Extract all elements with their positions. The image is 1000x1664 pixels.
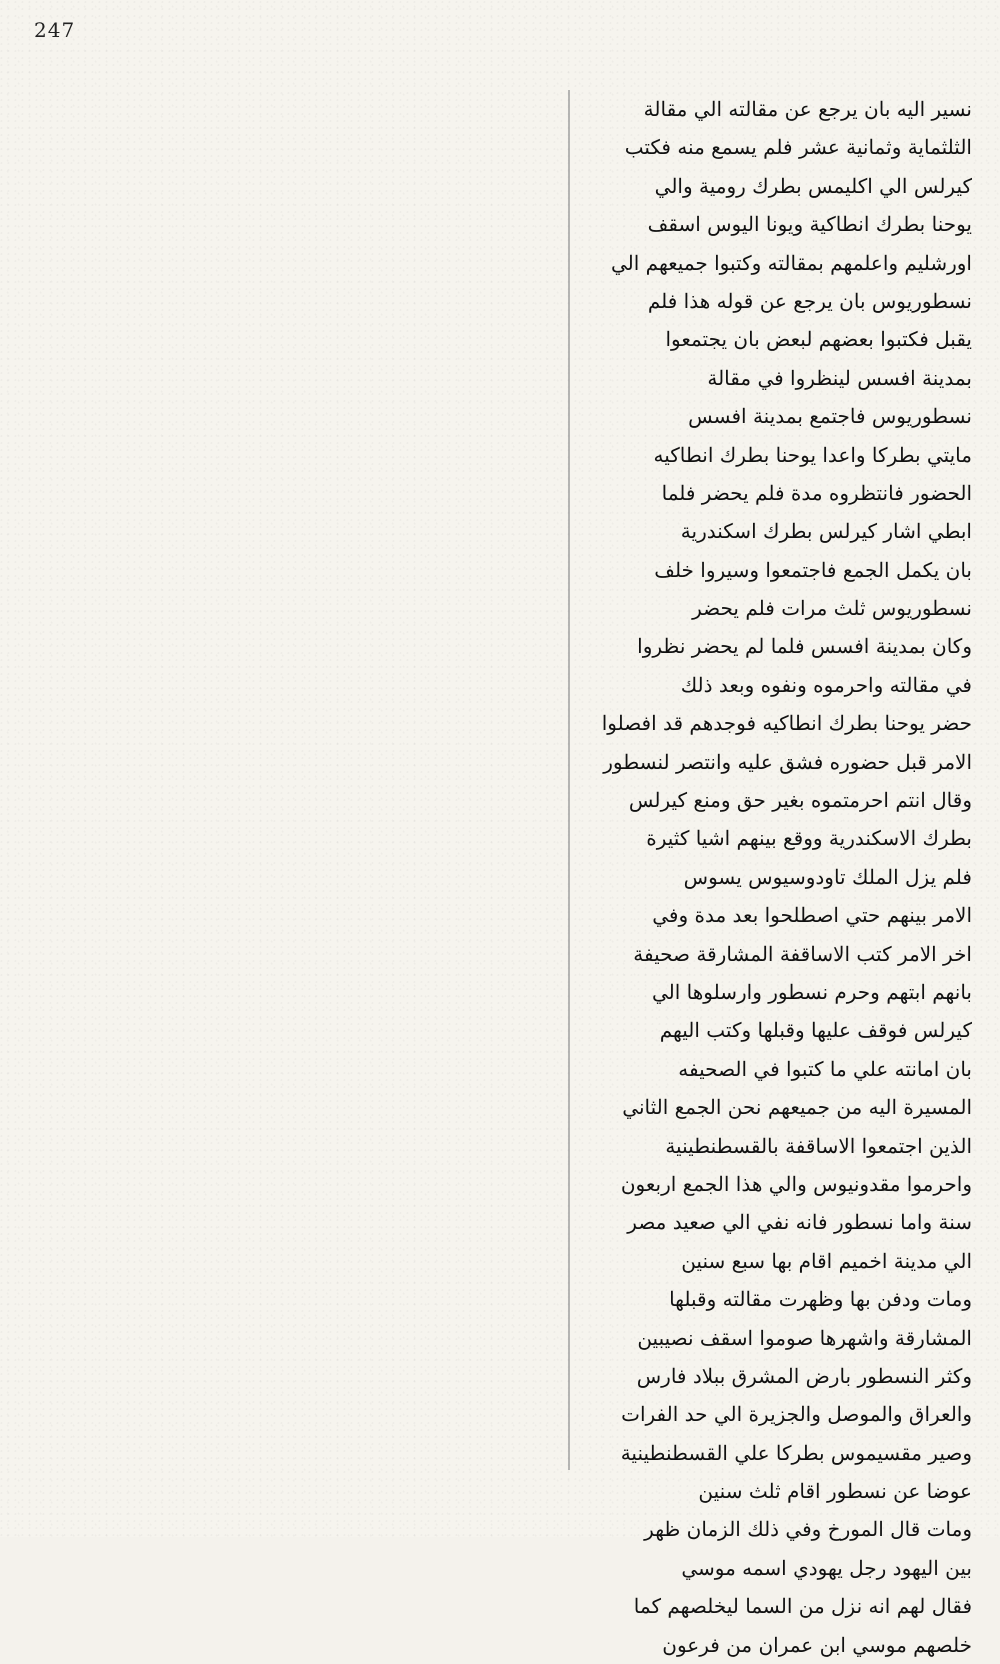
text-line: المسيرة اليه من جميعهم نحن الجمع الثاني	[622, 1095, 972, 1120]
text-line: واحرموا مقدونيوس والي هذا الجمع اربعون	[620, 1171, 972, 1196]
text-line: الامر بينهم حتي اصطلحوا بعد مدة وفي	[652, 903, 972, 928]
text-line: نسطوريوس فاجتمع بمدينة افسس	[688, 404, 972, 429]
text-line: الامر قبل حضوره فشق عليه وانتصر لنسطور	[603, 749, 972, 774]
text-line: نسطوريوس بان يرجع عن قوله هذا فلم	[647, 288, 972, 313]
text-line: فقال لهم انه نزل من السما ليخلصهم كما	[633, 1594, 972, 1619]
text-line: وصير مقسيموس بطركا علي القسطنطينية	[620, 1440, 972, 1465]
text-line: نسطوريوس ثلث مرات فلم يحضر	[692, 596, 972, 621]
text-line: وكان بمدينة افسس فلما لم يحضر نظروا	[637, 634, 972, 659]
text-line: الي مدينة اخميم اقام بها سبع سنين	[681, 1248, 972, 1273]
text-line: كيرلس فوقف عليها وقبلها وكتب اليهم	[659, 1018, 972, 1043]
text-line: الذين اجتمعوا الاساقفة بالقسطنطينية	[665, 1133, 972, 1158]
text-line: ومات ودفن بها وظهرت مقالته وقبلها	[669, 1287, 972, 1312]
text-line: حضر يوحنا بطرك انطاكيه فوجدهم قد افصلوا	[601, 711, 972, 736]
text-line: عوضا عن نسطور اقام ثلث سنين	[698, 1479, 972, 1504]
text-line: كيرلس الي اكليمس بطرك رومية والي	[654, 173, 972, 198]
text-line: سنة واما نسطور فانه نفي الي صعيد مصر	[627, 1210, 972, 1235]
text-line: ومات قال المورخ وفي ذلك الزمان ظهر	[644, 1517, 972, 1542]
text-line: اورشليم واعلمهم بمقالته وكتبوا جميعهم الي	[610, 250, 972, 275]
text-block	[572, 90, 972, 1664]
text-line: بانهم ابتهم وحرم نسطور وارسلوها الي	[651, 979, 972, 1004]
text-line: بان يكمل الجمع فاجتمعوا وسيروا خلف	[654, 557, 972, 582]
text-line: وكثر النسطور بارض المشرق ببلاد فارس	[636, 1363, 972, 1388]
text-line: فلم يزل الملك تاودوسيوس يسوس	[683, 864, 972, 889]
text-line: المشارقة واشهرها صوموا اسقف نصيبين	[637, 1325, 972, 1350]
text-line: نسير اليه بان يرجع عن مقالته الي مقالة	[643, 97, 972, 121]
text-line: يوحنا بطرك انطاكية ويونا اليوس اسقف	[647, 212, 972, 237]
text-line: وقال انتم احرمتموه بغير حق ومنع كيرلس	[628, 788, 972, 813]
text-line: الثلثماية وثمانية عشر فلم يسمع منه فكتب	[624, 135, 972, 160]
text-line: يقبل فكتبوا بعضهم لبعض بان يجتمعوا	[665, 327, 972, 352]
folio-number: 247	[34, 18, 76, 42]
text-line: اخر الامر كتب الاساقفة المشارقة صحيفة	[633, 941, 972, 966]
text-line: والعراق والموصل والجزيرة الي حد الفرات	[621, 1402, 972, 1427]
text-line: بان امانته علي ما كتبوا في الصحيفه	[678, 1056, 972, 1081]
text-line: ابطي اشار كيرلس بطرك اسكندرية	[680, 519, 972, 544]
text-line: في مقالته واحرموه ونفوه وبعد ذلك	[680, 672, 972, 697]
text-line: بمدينة افسس لينظروا في مقالة	[707, 365, 972, 390]
text-line: بين اليهود رجل يهودي اسمه موسي	[681, 1555, 972, 1580]
margin-rule	[568, 90, 570, 1470]
text-line: بطرك الاسكندرية ووقع بينهم اشيا كثيرة	[646, 826, 972, 851]
text-line: خلصهم موسي ابن عمران من فرعون	[662, 1632, 972, 1657]
text-line: مايتي بطركا واعدا يوحنا بطرك انطاكيه	[653, 442, 972, 467]
text-line: الحضور فانتظروه مدة فلم يحضر فلما	[661, 480, 972, 505]
